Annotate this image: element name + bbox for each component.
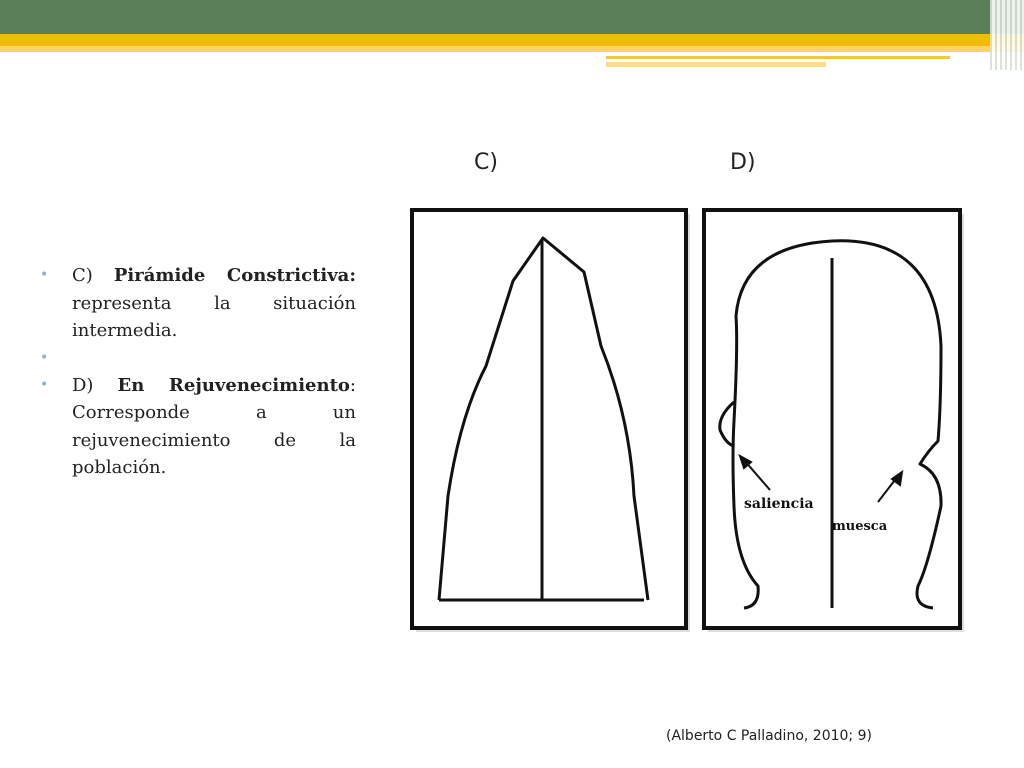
panel-c-title: C)	[474, 150, 498, 175]
muesca-label: muesca	[832, 519, 888, 534]
bullet-d-prefix: D)	[72, 374, 94, 396]
header-accent-line	[606, 56, 950, 59]
header-yellow-light-band	[0, 46, 1024, 52]
bullet-c-prefix: C)	[72, 265, 93, 286]
saliencia-label: saliencia	[744, 496, 814, 512]
bullet-list	[40, 262, 356, 482]
header-green-band	[0, 0, 1024, 34]
header-yellow-band	[0, 34, 1024, 46]
bullet-item-d	[40, 372, 356, 482]
header-accent-line-2	[606, 62, 826, 67]
header-stripes	[990, 0, 1024, 70]
bullet-d-text: : Corresponde a un rejuvenecimiento de la población.	[72, 374, 356, 478]
panel-c-frame	[412, 210, 690, 632]
bullet-c-text: representa la situación intermedia.	[72, 292, 356, 341]
panel-d-title: D)	[730, 150, 756, 175]
bullet-d-bold: En Rejuvenecimiento	[117, 374, 350, 396]
pyramid-diagrams-svg	[408, 206, 968, 638]
bullet-item-c	[40, 262, 356, 345]
bullet-item-empty	[40, 345, 356, 372]
citation: (Alberto C Palladino, 2010; 9)	[666, 728, 872, 744]
pyramid-figure	[408, 206, 968, 638]
bullet-c-bold: Pirámide Constrictiva:	[113, 265, 356, 286]
